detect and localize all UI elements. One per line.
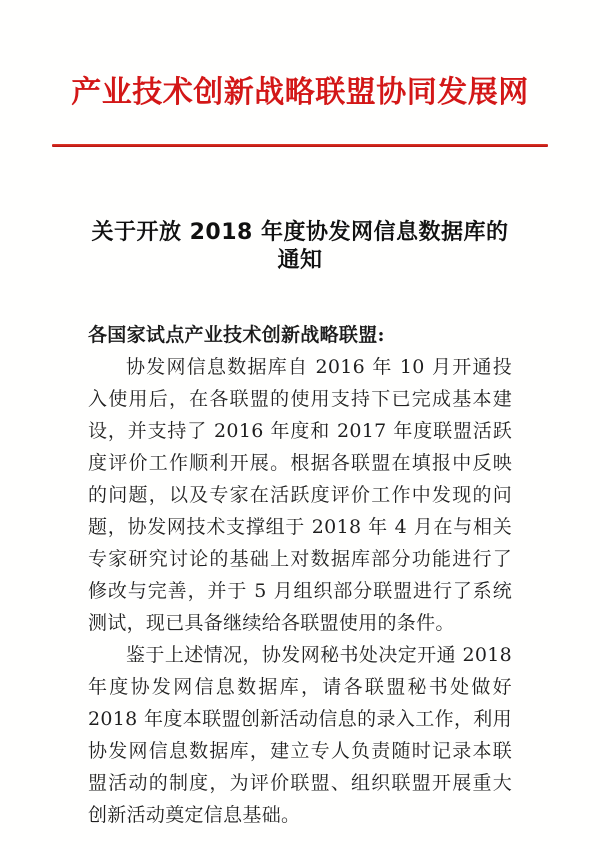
- header-divider-rule: [52, 144, 548, 147]
- notice-paragraph-1: 协发网信息数据库自 2016 年 10 月开通投入使用后，在各联盟的使用支持下已完成基本建设，并支持了 2016 年度和 2017 年度联盟活跃度评价工作顺利开展。根据各联盟在填报中反映的问题，以及专家在活跃度评价工作中发现的问题，协发网技术支撑组于 2018 年 4 月在与相关专家研究讨论的基础上对数据库部分功能进行了修改与完善，并于 5 月组织部分联盟进行了系统测试，现已具备继续给各联盟使用的条件。: [88, 356, 512, 634]
- notice-paragraph-2: 鉴于上述情况，协发网秘书处决定开通 2018 年度协发网信息数据库，请各联盟秘书处做好 2018 年度本联盟创新活动信息的录入工作，利用协发网信息数据库，建立专人负责随时记录本联盟活动的制度，为评价联盟、组织联盟开展重大创新活动奠定信息基础。: [88, 644, 512, 826]
- letterhead: [0, 0, 600, 147]
- site-title: 产业技术创新战略联盟协同发展网: [71, 75, 529, 110]
- notice-body: [88, 219, 512, 831]
- notice-title: 关于开放 2018 年度协发网信息数据库的通知: [91, 220, 509, 273]
- salutation-line: 各国家试点产业技术创新战略联盟:: [88, 324, 385, 346]
